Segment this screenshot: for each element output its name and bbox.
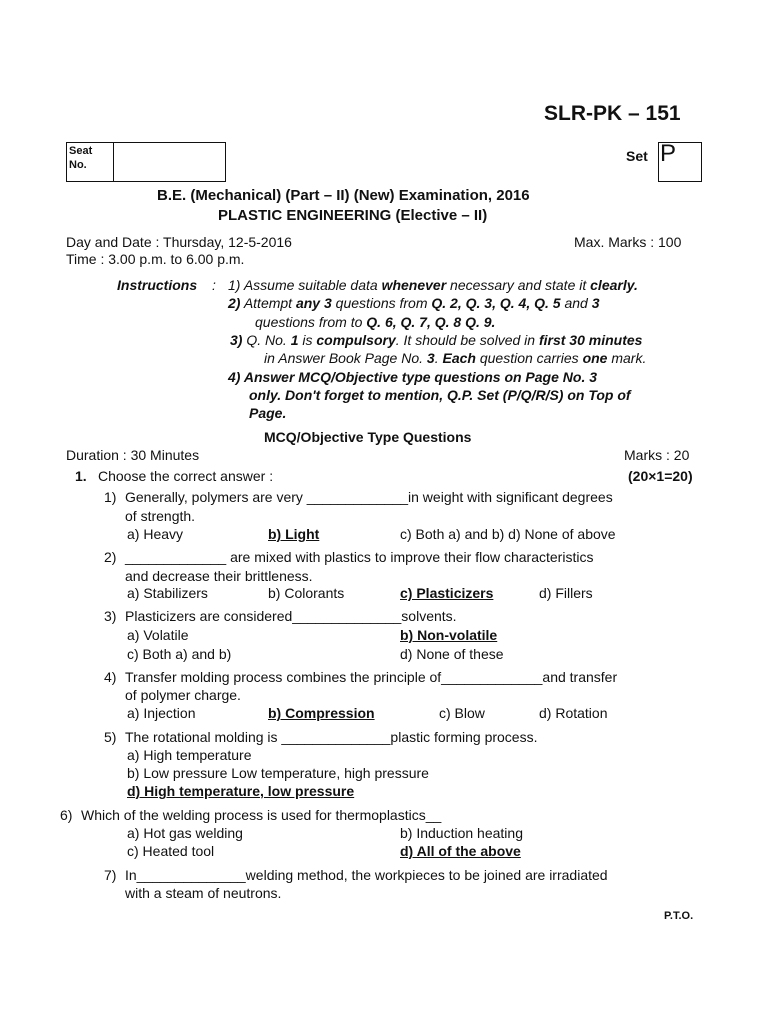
day-date: Day and Date : Thursday, 12-5-2016 (66, 234, 292, 250)
seat-number-box (66, 142, 226, 182)
exam-title: B.E. (Mechanical) (Part – II) (New) Examination, 2016 (157, 187, 530, 204)
mcq3-option-c: c) Both a) and b) (127, 646, 232, 662)
mcq4-text-line1: Transfer molding process combines the principle of_____________and transfer (125, 669, 618, 685)
mcq1-option-c-d: c) Both a) and b) d) None of above (400, 526, 616, 542)
instructions-colon: : (212, 277, 216, 293)
mcq6-option-b: b) Induction heating (400, 825, 523, 841)
mcq4-option-c: c) Blow (439, 705, 485, 721)
pto-label: P.T.O. (664, 910, 694, 922)
mcq6-text-line1: Which of the welding process is used for thermoplastics__ (81, 807, 442, 823)
mcq1-text-line2: of strength. (125, 508, 196, 524)
instructions-label: Instructions (117, 277, 198, 293)
instruction-2-t1: Attempt (243, 295, 296, 311)
mcq3-number: 3) (104, 608, 117, 624)
mcq6-option-c: c) Heated tool (127, 843, 215, 859)
instruction-3-b3: first 30 minutes (538, 332, 643, 348)
instruction-3-l2t1: in Answer Book Page No. (264, 350, 427, 366)
instruction-2-t3: and (560, 295, 592, 311)
mcq4-text-line2: of polymer charge. (125, 687, 241, 703)
mcq6-option-a: a) Hot gas welding (127, 825, 243, 841)
set-value: P (660, 140, 677, 167)
instruction-2 (228, 295, 600, 311)
mcq3-option-a: a) Volatile (127, 627, 189, 643)
q1-text: Choose the correct answer : (98, 468, 274, 484)
set-box (658, 142, 702, 182)
mcq1-number: 1) (104, 489, 117, 505)
seat-label-line2: No. (69, 159, 87, 171)
mcq2-text-line1: _____________ are mixed with plastics to improve their flow characteristics (125, 549, 594, 565)
instruction-3-t1: Q. No. (246, 332, 291, 348)
instruction-1 (228, 277, 638, 293)
seat-label-line1: Seat (69, 145, 93, 157)
mcq4-number: 4) (104, 669, 117, 685)
mcq6-number: 6) (60, 807, 73, 823)
instruction-3-line2 (264, 350, 646, 366)
mcq2-option-a: a) Stabilizers (127, 585, 208, 601)
mcq3-option-d: d) None of these (400, 646, 504, 662)
mcq3-text-line1: Plasticizers are considered______________solvents. (125, 608, 457, 624)
paper-code: SLR-PK – 151 (544, 102, 681, 125)
instruction-3-b1: 1 (290, 332, 299, 348)
mcq7-text-line2: with a steam of neutrons. (125, 885, 282, 901)
seat-label-cell (67, 143, 114, 181)
mcq5-text-line1: The rotational molding is ______________plastic forming process. (125, 729, 538, 745)
mcq5-number: 5) (104, 729, 117, 745)
mcq2-option-d: d) Fillers (539, 585, 593, 601)
q1-number: 1. (75, 468, 87, 484)
instruction-1-b2: clearly. (590, 277, 638, 293)
instruction-4-line2: only. Don't forget to mention, Q.P. Set (P/Q/R/S) on Top of (249, 387, 631, 403)
mcq6-option-d-answer: d) All of the above (400, 843, 521, 859)
instruction-4-line3: Page. (249, 405, 287, 421)
mcq5-option-d-answer: d) High temperature, low pressure (127, 783, 355, 799)
instruction-1-b1: whenever (381, 277, 447, 293)
instruction-2-b3: 3 (591, 295, 600, 311)
instruction-3-l2b2: Each (442, 350, 476, 366)
mcq1-text-line1: Generally, polymers are very _____________in weight with significant degrees (125, 489, 613, 505)
mcq7-number: 7) (104, 867, 117, 883)
instruction-4 (228, 369, 597, 385)
mcq2-text-line2: and decrease their brittleness. (125, 568, 313, 584)
instruction-2-b2: Q. 2, Q. 3, Q. 4, Q. 5 (431, 295, 561, 311)
instruction-1-t2: necessary and state it (446, 277, 591, 293)
instruction-3-b2: compulsory (316, 332, 396, 348)
instruction-3-t2: is (298, 332, 317, 348)
instruction-2-l2t: questions from to (255, 314, 367, 330)
section-marks: Marks : 20 (624, 447, 690, 463)
instruction-3 (230, 332, 642, 348)
q1-marks: (20×1=20) (628, 468, 693, 484)
mcq-heading: MCQ/Objective Type Questions (264, 429, 472, 445)
set-label: Set (626, 148, 648, 164)
instruction-3-l2t4: mark. (607, 350, 647, 366)
instruction-3-l2t3: question carries (475, 350, 583, 366)
instruction-3-l2b3: one (582, 350, 608, 366)
instruction-2-t2: questions from (331, 295, 432, 311)
duration: Duration : 30 Minutes (66, 447, 200, 463)
mcq7-text-line1: In______________welding method, the workpieces to be joined are irradiated (125, 867, 608, 883)
mcq1-option-a: a) Heavy (127, 526, 184, 542)
exam-time: Time : 3.00 p.m. to 6.00 p.m. (66, 251, 245, 267)
mcq3-option-b-answer: b) Non-volatile (400, 627, 498, 643)
instruction-3-l2t2: . (434, 350, 443, 366)
instruction-4-line1: Answer MCQ/Objective type questions on Page No. 3 (243, 369, 598, 385)
instruction-1-t1: Assume suitable data (243, 277, 382, 293)
mcq5-option-a: a) High temperature (127, 747, 252, 763)
subject-title: PLASTIC ENGINEERING (Elective – II) (218, 207, 488, 224)
mcq5-option-b: b) Low pressure Low temperature, high pressure (127, 765, 429, 781)
instruction-2-line2 (255, 314, 495, 330)
instruction-3-l2b1: 3 (426, 350, 435, 366)
mcq2-option-c-answer: c) Plasticizers (400, 585, 494, 601)
instruction-2-b1: any 3 (295, 295, 332, 311)
max-marks: Max. Marks : 100 (574, 234, 682, 250)
mcq4-option-b-answer: b) Compression (268, 705, 375, 721)
mcq4-option-d: d) Rotation (539, 705, 608, 721)
instruction-1-num: 1) (228, 277, 241, 293)
seat-label (69, 144, 92, 172)
mcq1-option-b-answer: b) Light (268, 526, 320, 542)
instruction-3-num: 3) (230, 332, 243, 348)
mcq2-option-b: b) Colorants (268, 585, 345, 601)
mcq2-number: 2) (104, 549, 117, 565)
instruction-3-t3: . It should be solved in (395, 332, 539, 348)
instruction-4-num: 4) (228, 369, 241, 385)
instruction-2-num: 2) (228, 295, 241, 311)
mcq4-option-a: a) Injection (127, 705, 196, 721)
instruction-2-l2b: Q. 6, Q. 7, Q. 8 Q. 9. (366, 314, 496, 330)
